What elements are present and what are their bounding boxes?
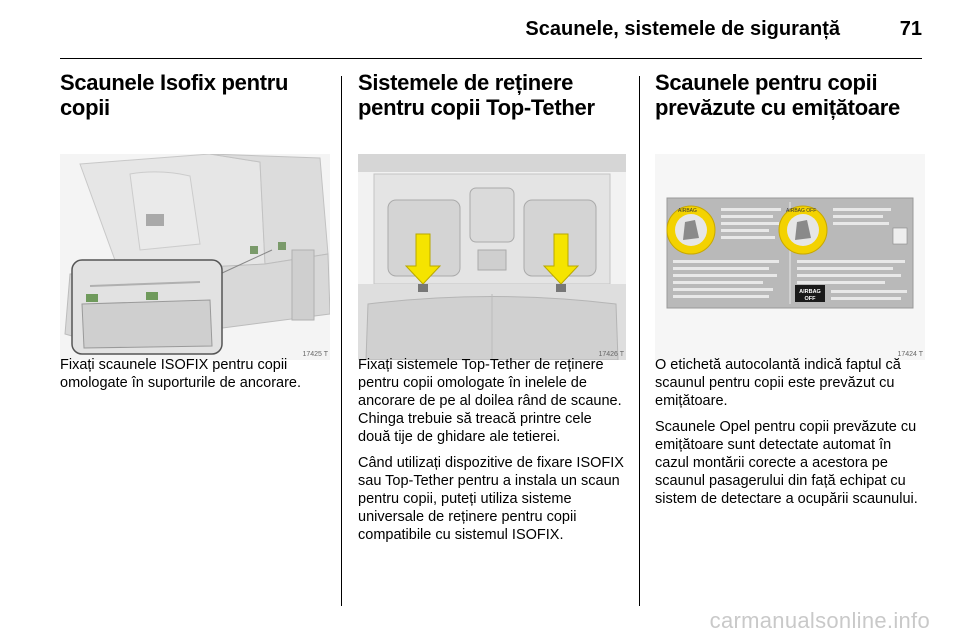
figure-top-tether (358, 154, 626, 360)
heading-isofix-line2: copii (60, 95, 110, 120)
page-header (60, 12, 922, 46)
figure-code: 17424 T (897, 351, 923, 358)
heading-isofix-line1: Scaunele Isofix pentru (60, 70, 289, 95)
body-transponder (655, 356, 925, 508)
header-rule (60, 58, 922, 59)
figure-code: 17426 T (598, 351, 624, 358)
figure-isofix-seat (60, 154, 330, 360)
airbag-off-box-line1: AIRBAG (799, 289, 821, 295)
paragraph: Scaunele Opel pentru copii prevăzute cu emițătoare sunt detectate automat în cazul montării corecte a acestora pe scaunul pasagerului din față echipat cu sistem de detectare a ocupării scaunului. (655, 419, 918, 507)
column-transponder-seats (655, 70, 925, 507)
body-isofix (60, 356, 330, 392)
airbag-label-illustration (655, 154, 925, 360)
body-top-tether (358, 356, 626, 544)
section-title: Scaunele, sistemele de siguranță (525, 18, 840, 40)
paragraph: Fixați scaunele ISOFIX pentru copii omologate în suporturile de ancorare. (60, 357, 302, 391)
watermark: carmanualsonline.info (709, 608, 930, 633)
top-tether-illustration (358, 154, 626, 360)
airbag-badge-text: AIRBAG (678, 208, 697, 214)
heading-transponder-line1: Scaunele pentru copii (655, 70, 878, 95)
heading-transponder (655, 70, 925, 120)
isofix-seat-illustration (60, 154, 330, 360)
heading-isofix (60, 70, 330, 120)
paragraph: Fixați sistemele Top-Tether de reținere pentru copii omologate în inelele de ancorare de pe al doilea rând de scaune. Chinga trebuie să treacă printre cele două tije de ghidare ale tetierei. (358, 357, 622, 445)
page-number: 71 (899, 18, 922, 40)
heading-top-tether-line2: pentru copii Top-Tether (358, 95, 595, 120)
figure-code: 17425 T (302, 351, 328, 358)
airbag-off-box-line2: OFF (804, 296, 816, 302)
column-isofix (60, 70, 330, 391)
column-divider-2 (639, 76, 640, 606)
heading-transponder-line2: prevăzute cu emițătoare (655, 95, 900, 120)
airbag-off-badge-text: AIRBAG OFF (786, 208, 817, 214)
column-top-tether (358, 70, 626, 543)
heading-top-tether (358, 70, 626, 120)
paragraph: Când utilizați dispozitive de fixare ISOFIX sau Top-Tether pentru a instala un scaun pentru copii, puteți utiliza sisteme universale de reținere pentru copii compatibile cu sistemul ISOFIX. (358, 455, 624, 543)
paragraph: O etichetă autocolantă indică faptul că scaunul pentru copii este prevăzut cu emițătoare. (655, 357, 901, 409)
heading-top-tether-line1: Sistemele de reținere (358, 70, 574, 95)
figure-airbag-label (655, 154, 925, 360)
column-divider-1 (341, 76, 342, 606)
